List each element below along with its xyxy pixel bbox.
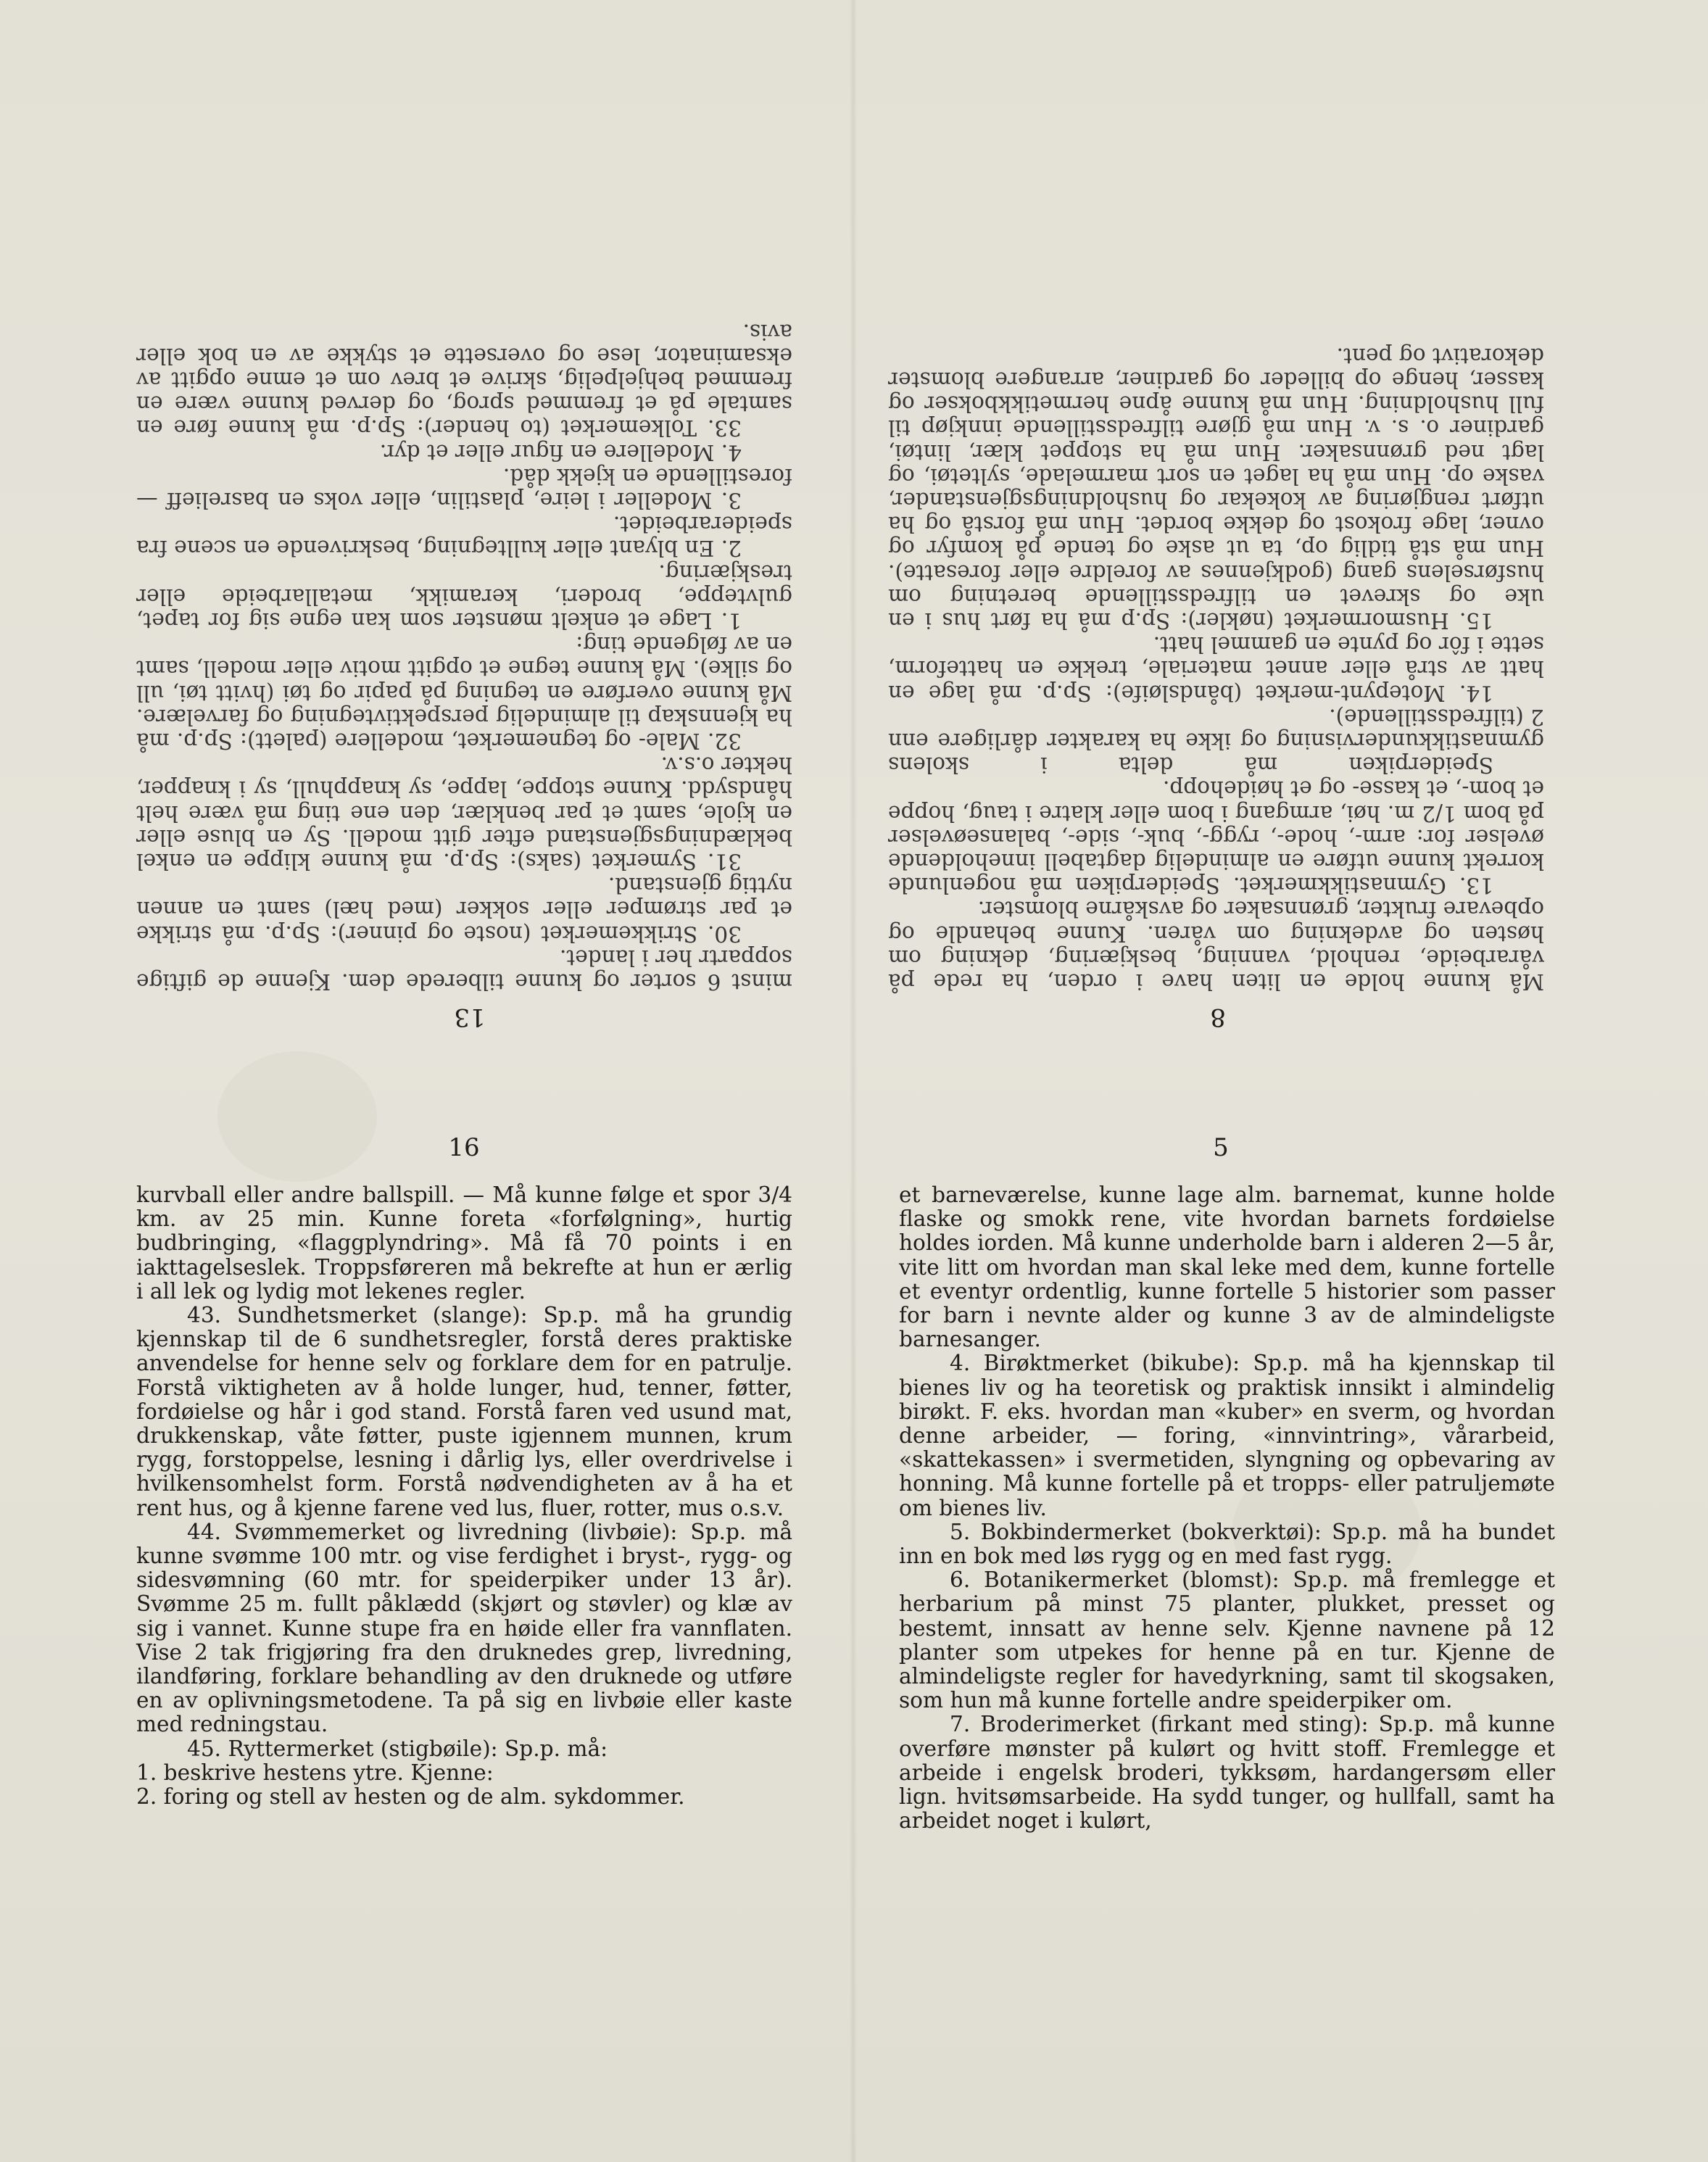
- paragraph: 14. Motepynt-merket (båndsløife): Sp.p. må lage en hatt av strå eller annet materiale, trekke en hatteform, sette i fôr og pynte en gammel hatt.: [888, 632, 1544, 705]
- paragraph: 5. Bokbindermerket (bokverktøi): Sp.p. må ha bundet inn en bok med løs rygg og en med fast rygg.: [899, 1519, 1555, 1569]
- paragraph: 4. Birøktmerket (bikube): Sp.p. må ha kjennskap til bienes liv og ha teoretisk og praktisk innsikt i almindelig birøkt. F. eks. hvordan man «kuber» en sverm, og hvordan denne arbeider, — foring, «innvintring», vårarbeid, «skattekassen» i svermetiden, slyngning og opbevaring av honning. Må kunne fortelle på et tropps- eller patruljemøte om bienes liv.: [899, 1351, 1555, 1520]
- list-item: 4. Modellere en figur eller et dyr.: [379, 439, 742, 465]
- paper-stain: [217, 1051, 377, 1182]
- paragraph: 31. Symerket (saks): Sp.p. må kunne klippe en enkel beklædningsgjenstand efter gitt modell. Sy en bluse eller en kjole, samt et par benklær, den ene ting må være helt håndsydd. Kunne stoppe, lappe, sy knapphull, sy i knapper, hekter o.s.v.: [136, 753, 792, 874]
- bottom-right-text-column: [899, 1183, 1555, 2017]
- paragraph: 13. Gymnastikkmerket. Speiderpiken må nogenlunde korrekt kunne utføre en almindelig dagtabell inneholdende øvelser for: arm-, hode-, rygg-, buk-, side-, balanseøvelser på bom 1/2 m. høi, armgang i bom eller klatre i taug, hoppe et bom-, et kasse- og et høidehopp.: [888, 776, 1544, 898]
- page-number-bottom-left: 16: [448, 1133, 480, 1162]
- paragraph: Må kunne holde en liten have i orden, ha rede på vårarbeide, renhold, vanning, beskjæring, dekning om høsten og avdekning om våren. Kunne behandle og opbevare frukter, grønnsaker og avskårne blomster.: [888, 897, 1544, 994]
- paragraph: 45. Ryttermerket (stigbøile): Sp.p. må:: [187, 1736, 608, 1761]
- bottom-left-text-column: [136, 1183, 792, 2017]
- paragraph: 32. Male- og tegnemerket, modellere (palett): Sp.p. må ha kjennskap til almindelig perspektivtegning og farvelære. Må kunne overføre en tegning på papir og tøi (hvitt tøi, ull og silke). Må kunne tegne et opgitt motiv eller modell, samt en av følgende ting:: [136, 632, 792, 753]
- paragraph: 7. Broderimerket (firkant med sting): Sp.p. må kunne overføre mønster på kulørt og hvitt stoff. Fremlegge et arbeide i engelsk broderi, tykksøm, hardangersøm eller lign. hvitsømsarbeide. Ha sydd tunger, og hullfall, samt ha arbeidet noget i kulørt,: [899, 1712, 1555, 1834]
- paragraph: 44. Svømmemerket og livredning (livbøie): Sp.p. må kunne svømme 100 mtr. og vise ferdighet i bryst-, rygg- og sidesvømning (60 mtr. for speiderpiker under 13 år). Svømme 25 m. fullt påklædd (skjørt og støvler) og klæ av sig i vannet. Kunne stupe fra en høide eller fra vannflaten. Vise 2 tak frigjøring fra den druknedes grep, livredning, ilandføring, forklare behandling av den druknede og utføre en av oplivningsmetodene. Ta på sig en livbøie eller kaste med redningstau.: [136, 1519, 792, 1737]
- paragraph: kurvball eller andre ballspill. — Må kunne følge et spor 3/4 km. av 25 min. Kunne foreta «forfølgning», hurtig budbringing, «flaggplyndring». Må få 70 points i en iakttagelseslek. Troppsføreren må bekrefte at hun er ærlig i all lek og lydig mot lekenes regler.: [136, 1183, 792, 1304]
- list-item: 1. Lage et enkelt mønster som kan egne sig for tapet, gulvteppe, broderi, keramikk, metallarbeide eller treskjæring.: [136, 560, 792, 633]
- list-item: 2. En blyant eller kulltegning, beskrivende en scene fra speiderarbeidet.: [136, 512, 792, 561]
- list-item: 3. Modeller i leire, plastilin, eller voks en basrelieff — forestillende en kjekk dåd.: [136, 463, 792, 513]
- list-item: 1. beskrive hestens ytre. Kjenne:: [136, 1760, 494, 1785]
- page-number-top-left: 13: [454, 1003, 486, 1032]
- paragraph: et barneværelse, kunne lage alm. barnemat, kunne holde flaske og smokk rene, vite hvordan barnets fordøielse holdes iorden. Må kunne underholde barn i alderen 2—5 år, vite litt om hvordan man skal leke med dem, kunne fortelle et eventyr ordentlig, kunne fortelle 5 historier som passer for barn i nevnte alder og kunne 3 av de almindeligste barnesanger.: [899, 1183, 1555, 1352]
- paragraph: Speiderpiken må delta i skolens gymnastikkundervisning og ikke ha karakter dårligere enn 2 (tilfredsstillende).: [888, 704, 1544, 778]
- paragraph: minst 6 sorter og kunne tilberede dem. Kjenne de giftige soppartr her i landet.: [136, 945, 792, 994]
- page-number-bottom-right: 5: [1213, 1133, 1229, 1162]
- paragraph: 30. Strikkemerket (noste og pinner): Sp.p. må strikke et par strømper eller sokker (med hæl) samt en annen nyttig gjenstand.: [136, 873, 792, 946]
- top-left-text-column: [136, 181, 792, 993]
- paragraph: 33. Tolkemerket (to hender): Sp.p. må kunne føre en samtale på et fremmed sprog, og derved kunne være en fremmed behjelpelig, skrive et brev om et emne opgitt av eksaminator, lese og oversette et stykke av en bok eller avis.: [136, 319, 792, 441]
- paragraph: 15. Husmormerket (nøkler): Sp.p må ha ført hus i en uke og skrevet en tilfredsstillende beretning om husførselens gang (godkjennes av foreldre eller foresatte). Hun må stå tidlig op, ta ut aske og tende på komfyr og ovner, lage frokost og dekke bordet. Hun må forstå og ha utført rengjøring av kokekar og husholdningsgjenstander, vaske op. Hun må ha laget en sort marmelade, syltetøi, og lagt ned grønnsaker. Hun må ha stoppet klær, lintøi, gardiner o. s. v. Hun må gjøre tilfredsstillende innkjøp til full husholdning. Hun må kunne åpne hermetikkbokser og kasser, henge op billeder og gardiner, arrangere blomster dekorativt og pent.: [888, 343, 1544, 633]
- paragraph: 43. Sundhetsmerket (slange): Sp.p. må ha grundig kjennskap til de 6 sundhetsregler, forstå deres praktiske anvendelse for henne selv og forklare dem for en patrulje. Forstå viktigheten av å holde lunger, hud, tenner, føtter, fordøielse og hår i god stand. Forstå faren ved usund mat, drukkenskap, våte føtter, puste igjennem munnen, krum rygg, forstoppelse, lesning i dårlig lys, eller overdrivelse i hvilkensomhelst form. Forstå nødvendigheten av å ha et rent hus, og å kjenne farene ved lus, fluer, rotter, mus o.s.v.: [136, 1303, 792, 1520]
- page-number-top-right: 8: [1210, 1003, 1226, 1032]
- paragraph: 6. Botanikermerket (blomst): Sp.p. må fremlegge et herbarium på minst 75 planter, plukket, presset og bestemt, innsatt av henne selv. Kjenne navnene på 12 planter som utpekes for henne på en tur. Kjenne de almindeligste regler for havedyrkning, samt til skogsaken, som hun må kunne fortelle andre speiderpiker om.: [899, 1567, 1555, 1713]
- top-right-text-column: [888, 181, 1544, 993]
- list-item: 2. foring og stell av hesten og de alm. sykdommer.: [136, 1784, 685, 1810]
